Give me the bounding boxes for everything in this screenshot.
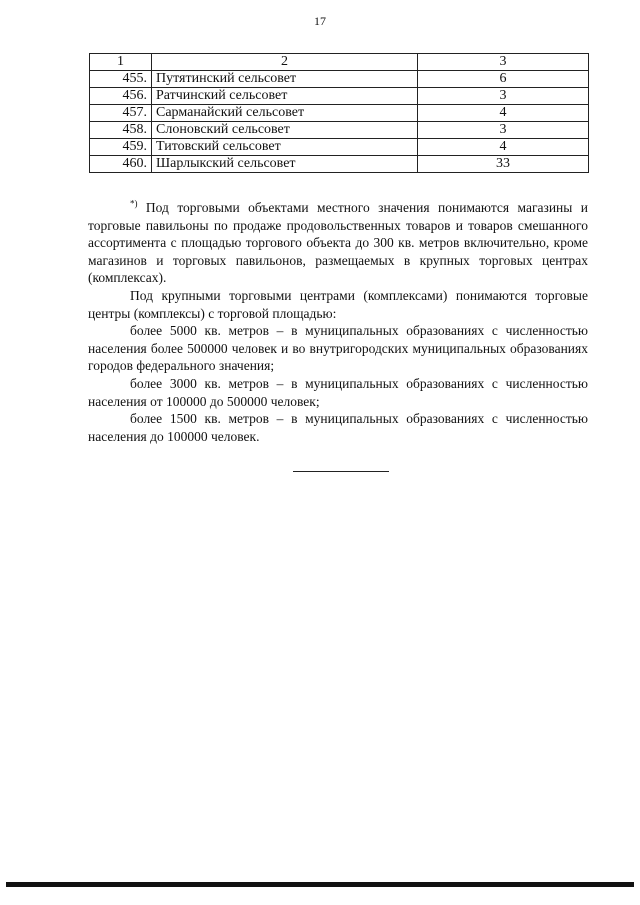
end-separator-line: [293, 471, 389, 472]
settlement-name: Титовский сельсовет: [152, 139, 418, 156]
paragraph: Под крупными торговыми центрами (комплексами) понимаются торговые центры (комплексы) с торговой площадью:: [88, 287, 588, 321]
object-count: 4: [418, 139, 589, 156]
row-number: 456.: [90, 88, 152, 105]
footnote-text: Под торговыми объектами местного значения понимаются магазины и торговые павильоны по продаже продовольственных товаров и товаров смешанного ассортимента с площадью торгового объекта до 300 кв. метров включительно, кроме магазинов и торговых павильонов, размещаемых в крупных торговых центрах (комплексах).: [88, 200, 588, 286]
paragraph: более 5000 кв. метров – в муниципальных образованиях с численностью населения более 500000 человек и во внутригородских муниципальных образованиях городов федерального значения;: [88, 323, 588, 374]
footnote-paragraph: [88, 199, 588, 287]
row-number: 459.: [90, 139, 152, 156]
settlement-name: Слоновский сельсовет: [152, 122, 418, 139]
table-row: [90, 88, 589, 105]
paragraph: более 3000 кв. метров – в муниципальных образованиях с численностью населения от 100000 до 500000 человек;: [88, 375, 588, 409]
settlement-name: Путятинский сельсовет: [152, 71, 418, 88]
footnote-marker: *): [130, 198, 138, 209]
paragraph: более 1500 кв. метров – в муниципальных образованиях с численностью населения до 100000 человек.: [88, 411, 588, 444]
table-row: [90, 71, 589, 88]
settlement-name: Сарманайский сельсовет: [152, 105, 418, 122]
object-count: 6: [418, 71, 589, 88]
object-count: 3: [418, 88, 589, 105]
footnote-section: [88, 199, 588, 445]
header-cell: 2: [152, 54, 418, 71]
settlements-table: [89, 53, 589, 173]
header-cell: 3: [418, 54, 589, 71]
settlement-name: Ратчинский сельсовет: [152, 88, 418, 105]
scan-bottom-bar: [6, 882, 634, 887]
table-row: [90, 156, 589, 173]
page-number: 17: [314, 14, 326, 28]
row-number: 457.: [90, 105, 152, 122]
row-number: 458.: [90, 122, 152, 139]
object-count: 3: [418, 122, 589, 139]
table-row: [90, 139, 589, 156]
row-number: 460.: [90, 156, 152, 173]
header-cell: 1: [90, 54, 152, 71]
object-count: 4: [418, 105, 589, 122]
table-row: [90, 105, 589, 122]
table-header-row: [90, 54, 589, 71]
object-count: 33: [418, 156, 589, 173]
settlement-name: Шарлыкский сельсовет: [152, 156, 418, 173]
row-number: 455.: [90, 71, 152, 88]
table-row: [90, 122, 589, 139]
